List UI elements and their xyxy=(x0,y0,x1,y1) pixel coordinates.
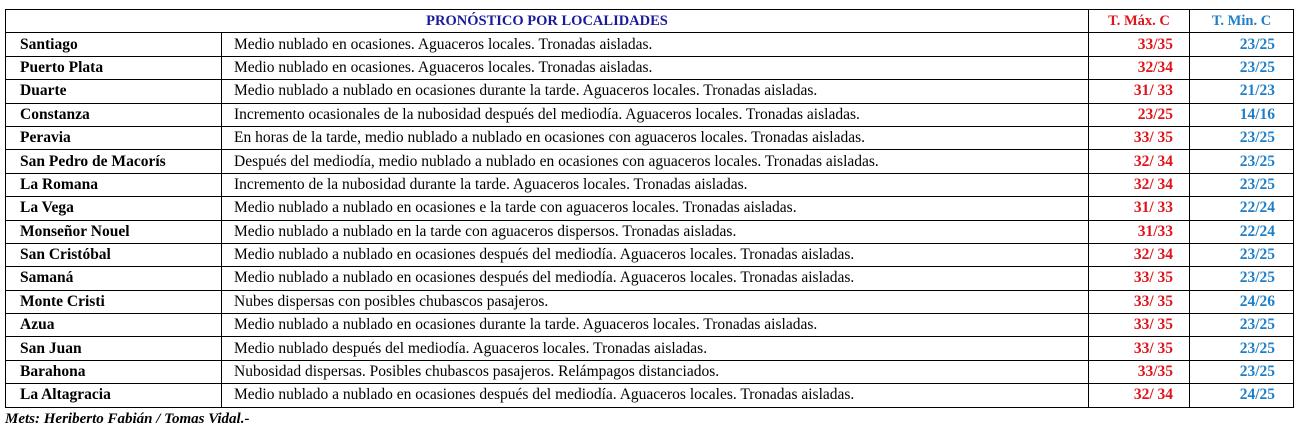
table-row xyxy=(6,33,1294,56)
forecast-table xyxy=(5,9,1294,408)
description-cell: Medio nublado a nublado en ocasiones después del mediodía. Aguaceros locales. Tronadas aisladas. xyxy=(222,384,1089,407)
max-temp-header: T. Máx. C xyxy=(1089,10,1190,33)
description-cell: Nubes dispersas con posibles chubascos pasajeros. xyxy=(222,290,1089,313)
meteorologists-credit: Mets: Heriberto Fabián / Tomas Vidal.- xyxy=(5,411,250,427)
location-cell: Samaná xyxy=(6,267,222,290)
table-row xyxy=(6,80,1294,103)
location-cell: La Romana xyxy=(6,173,222,196)
table-title: PRONÓSTICO POR LOCALIDADES xyxy=(6,10,1089,33)
min-temp-cell: 23/25 xyxy=(1190,267,1294,290)
min-temp-header: T. Min. C xyxy=(1190,10,1294,33)
table-row xyxy=(6,337,1294,360)
table-row xyxy=(6,314,1294,337)
description-cell: Después del mediodía, medio nublado a nublado en ocasiones con aguaceros locales. Tronadas aisladas. xyxy=(222,150,1089,173)
table-row xyxy=(6,243,1294,266)
description-cell: Medio nublado a nublado en ocasiones después del mediodía. Aguaceros locales. Tronadas aisladas. xyxy=(222,243,1089,266)
table-row xyxy=(6,126,1294,149)
table-row xyxy=(6,173,1294,196)
location-cell: San Cristóbal xyxy=(6,243,222,266)
max-temp-cell: 33/ 35 xyxy=(1089,314,1190,337)
location-cell: Barahona xyxy=(6,360,222,383)
description-cell: Medio nublado en ocasiones. Aguaceros locales. Tronadas aisladas. xyxy=(222,33,1089,56)
description-cell: Incremento de la nubosidad durante la tarde. Aguaceros locales. Tronadas aisladas. xyxy=(222,173,1089,196)
location-cell: Santiago xyxy=(6,33,222,56)
table-row xyxy=(6,197,1294,220)
max-temp-cell: 33/ 35 xyxy=(1089,126,1190,149)
location-cell: Puerto Plata xyxy=(6,56,222,79)
table-row xyxy=(6,384,1294,407)
description-cell: En horas de la tarde, medio nublado a nublado en ocasiones con aguaceros locales. Tronadas aisladas. xyxy=(222,126,1089,149)
max-temp-cell: 31/ 33 xyxy=(1089,80,1190,103)
location-cell: Constanza xyxy=(6,103,222,126)
description-cell: Medio nublado a nublado en ocasiones durante la tarde. Aguaceros locales. Tronadas aisladas. xyxy=(222,314,1089,337)
min-temp-cell: 23/25 xyxy=(1190,126,1294,149)
location-cell: Monte Cristi xyxy=(6,290,222,313)
max-temp-cell: 33/35 xyxy=(1089,33,1190,56)
max-temp-cell: 23/25 xyxy=(1089,103,1190,126)
location-cell: Duarte xyxy=(6,80,222,103)
max-temp-cell: 31/33 xyxy=(1089,220,1190,243)
table-row xyxy=(6,360,1294,383)
max-temp-cell: 33/ 35 xyxy=(1089,290,1190,313)
location-cell: San Pedro de Macorís xyxy=(6,150,222,173)
min-temp-cell: 24/25 xyxy=(1190,384,1294,407)
description-cell: Medio nublado después del mediodía. Aguaceros locales. Tronadas aisladas. xyxy=(222,337,1089,360)
table-row xyxy=(6,150,1294,173)
location-cell: Monseñor Nouel xyxy=(6,220,222,243)
min-temp-cell: 14/16 xyxy=(1190,103,1294,126)
max-temp-cell: 32/ 34 xyxy=(1089,243,1190,266)
location-cell: La Altagracia xyxy=(6,384,222,407)
location-cell: Azua xyxy=(6,314,222,337)
location-cell: San Juan xyxy=(6,337,222,360)
max-temp-cell: 31/ 33 xyxy=(1089,197,1190,220)
table-row xyxy=(6,56,1294,79)
location-cell: La Vega xyxy=(6,197,222,220)
table-row xyxy=(6,220,1294,243)
description-cell: Medio nublado a nublado en ocasiones después del mediodía. Aguaceros locales. Tronadas aisladas. xyxy=(222,267,1089,290)
max-temp-cell: 32/ 34 xyxy=(1089,173,1190,196)
max-temp-cell: 33/35 xyxy=(1089,360,1190,383)
description-cell: Nubosidad dispersas. Posibles chubascos pasajeros. Relámpagos distanciados. xyxy=(222,360,1089,383)
description-cell: Incremento ocasionales de la nubosidad después del mediodía. Aguaceros locales. Tronadas aisladas. xyxy=(222,103,1089,126)
min-temp-cell: 23/25 xyxy=(1190,337,1294,360)
min-temp-cell: 23/25 xyxy=(1190,243,1294,266)
min-temp-cell: 24/26 xyxy=(1190,290,1294,313)
min-temp-cell: 23/25 xyxy=(1190,173,1294,196)
min-temp-cell: 23/25 xyxy=(1190,360,1294,383)
table-row xyxy=(6,290,1294,313)
header-row xyxy=(6,10,1294,33)
max-temp-cell: 32/34 xyxy=(1089,56,1190,79)
max-temp-cell: 33/ 35 xyxy=(1089,267,1190,290)
max-temp-cell: 32/ 34 xyxy=(1089,384,1190,407)
description-cell: Medio nublado a nublado en ocasiones e la tarde con aguaceros locales. Tronadas aisladas. xyxy=(222,197,1089,220)
max-temp-cell: 32/ 34 xyxy=(1089,150,1190,173)
max-temp-cell: 33/ 35 xyxy=(1089,337,1190,360)
min-temp-cell: 22/24 xyxy=(1190,197,1294,220)
description-cell: Medio nublado en ocasiones. Aguaceros locales. Tronadas aisladas. xyxy=(222,56,1089,79)
description-cell: Medio nublado a nublado en ocasiones durante la tarde. Aguaceros locales. Tronadas aisladas. xyxy=(222,80,1089,103)
description-cell: Medio nublado a nublado en la tarde con aguaceros dispersos. Tronadas aisladas. xyxy=(222,220,1089,243)
min-temp-cell: 22/24 xyxy=(1190,220,1294,243)
table-row xyxy=(6,267,1294,290)
min-temp-cell: 23/25 xyxy=(1190,33,1294,56)
min-temp-cell: 23/25 xyxy=(1190,150,1294,173)
min-temp-cell: 21/23 xyxy=(1190,80,1294,103)
location-cell: Peravia xyxy=(6,126,222,149)
min-temp-cell: 23/25 xyxy=(1190,56,1294,79)
min-temp-cell: 23/25 xyxy=(1190,314,1294,337)
table-row xyxy=(6,103,1294,126)
